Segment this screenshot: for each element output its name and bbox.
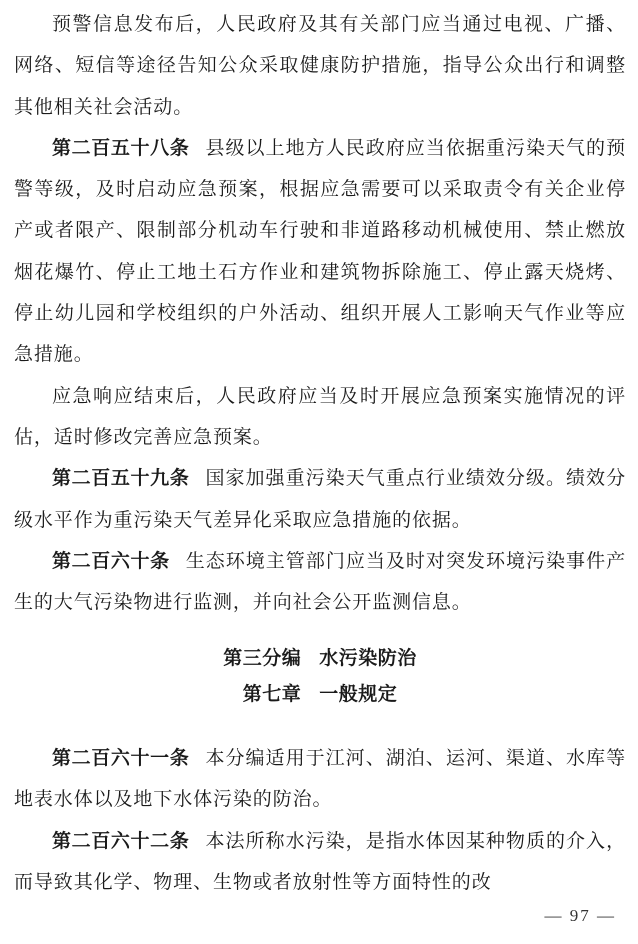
article-number: 第二百六十条	[52, 549, 170, 572]
article-number: 第二百六十一条	[52, 747, 190, 769]
chapter-title: 一般规定	[319, 683, 398, 705]
paragraph	[14, 376, 626, 459]
paragraph-text: 国家加强重污染天气重点行业绩效分级。绩效分级水平作为重污染天气差异化采取应急措施的依据。	[14, 467, 626, 531]
chapter-heading	[14, 676, 626, 712]
paragraph-text: 应急响应结束后，人民政府应当及时开展应急预案实施情况的评估，适时修改完善应急预案。	[14, 384, 626, 448]
part-label: 第三分编	[223, 647, 302, 669]
chapter-label: 第七章	[242, 683, 302, 705]
article-262	[14, 821, 626, 904]
part-heading	[14, 640, 626, 676]
paragraph	[14, 4, 626, 128]
paragraph-text: 本分编适用于江河、湖泊、运河、渠道、水库等地表水体以及地下水体污染的防治。	[14, 747, 626, 811]
article-258	[14, 128, 626, 376]
article-261	[14, 738, 626, 821]
part-title: 水污染防治	[319, 647, 417, 669]
articles-top	[14, 4, 626, 623]
articles-bottom	[14, 738, 626, 903]
article-259	[14, 458, 626, 541]
paragraph-text: 预警信息发布后，人民政府及其有关部门应当通过电视、广播、网络、短信等途径告知公众采取健康防护措施，指导公众出行和调整其他相关社会活动。	[14, 13, 626, 118]
paragraph-text: 生态环境主管部门应当及时对突发环境污染事件产生的大气污染物进行监测，并向社会公开监测信息。	[14, 549, 626, 614]
section-headings	[14, 640, 626, 712]
page-number: — 97 —	[544, 906, 616, 925]
paragraph-text: 县级以上地方人民政府应当依据重污染天气的预警等级，及时启动应急预案，根据应急需要可以采取责令有关企业停产或者限产、限制部分机动车行驶和非道路移动机械使用、禁止燃放烟花爆竹、停止工地土石方作业和建筑物拆除施工、停止露天烧烤、停止幼儿园和学校组织的户外活动、组织开展人工影响天气作业等应急措施。	[14, 136, 626, 366]
article-number: 第二百五十九条	[52, 467, 190, 490]
article-number: 第二百五十八条	[52, 136, 190, 159]
article-260	[14, 541, 626, 624]
article-number: 第二百六十二条	[52, 829, 190, 852]
paragraph-text: 本法所称水污染，是指水体因某种物质的介入，而导致其化学、物理、生物或者放射性等方面特性的改	[14, 829, 626, 893]
